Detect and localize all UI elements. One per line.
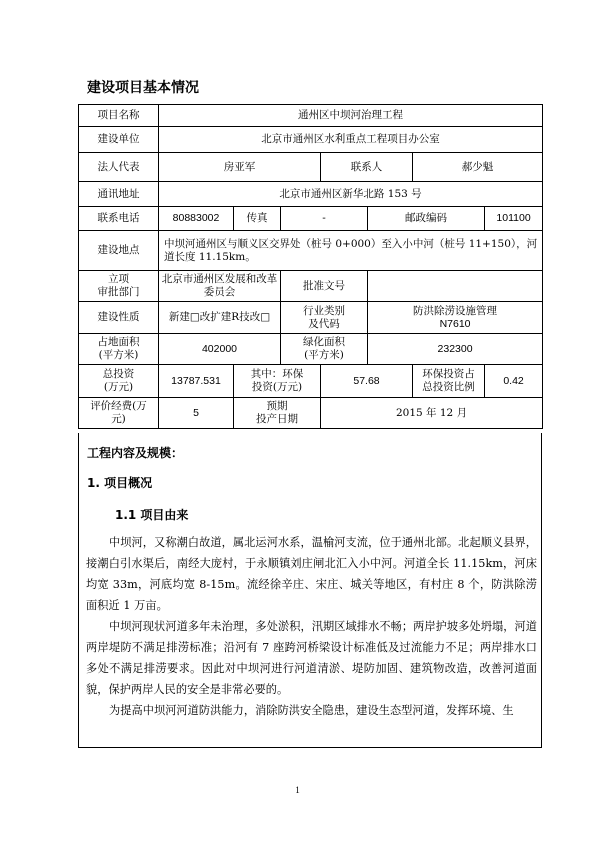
builder-value: 北京市通州区水利重点工程项目办公室	[159, 127, 543, 153]
green-value: 232300	[368, 334, 543, 365]
start-date-label	[234, 398, 321, 429]
invest-value: 13787.531	[159, 365, 234, 398]
review-fee-label	[79, 398, 159, 429]
address-value: 北京市通州区新华北路 153 号	[159, 182, 543, 207]
review-fee-label-line2: 元)	[111, 413, 126, 425]
approval-no-value	[368, 271, 543, 302]
page-title: 建设项目基本情况	[87, 80, 199, 96]
approval-dept-label	[79, 271, 159, 302]
approval-dept-value: 北京市通州区发展和改革委员会	[159, 271, 281, 302]
green-label	[281, 334, 368, 365]
phone-value: 80883002	[159, 207, 234, 231]
table-row	[79, 153, 543, 182]
address-label: 通讯地址	[79, 182, 159, 207]
location-value: 中坝河通州区与顺义区交界处（桩号 0+000）至入小中河（桩号 11+150），河道长度 11.15km。	[159, 231, 543, 271]
industry-label-line1: 行业类别	[303, 304, 345, 317]
start-date-value: 2015 年 12 月	[321, 398, 543, 429]
page-number: 1	[295, 785, 300, 795]
legal-rep-label: 法人代表	[79, 153, 159, 182]
env-ratio-label-line1: 环保投资占	[422, 368, 475, 380]
green-label-line2: (平方米)	[304, 349, 344, 361]
paragraph: 为提高中坝河河道防洪能力，消除防洪安全隐患，建设生态型河道，发挥环境、生	[109, 704, 514, 717]
approval-dept-label-line2: 审批部门	[97, 286, 140, 298]
review-fee-value: 5	[159, 398, 234, 429]
contact-value: 郝少魁	[413, 153, 543, 182]
env-ratio-label-line2: 总投资比例	[422, 381, 475, 393]
paragraph: 中坝河现状河道多年未治理，多处淤积，汛期区域排水不畅；两岸护坡多处坍塌，河道两岸堤防不满足排涝标准；沿河有 7 座跨河桥梁设计标准低及过流能力不足；两岸排水口多处不满足排涝要求。因此对中坝河进行河道清淤、堤防加固、建筑物改造，改善河道面貌，保护两岸人民的安全是非常必要的。	[86, 620, 537, 696]
approval-no-label: 批准文号	[281, 271, 368, 302]
body-text	[86, 532, 537, 721]
builder-label: 建设单位	[79, 127, 159, 153]
industry-label-line2: 及代码	[308, 317, 340, 330]
approval-dept-label-line1: 立项	[108, 273, 129, 285]
review-fee-label-line1: 评价经费(万	[90, 400, 147, 412]
table-row	[79, 182, 543, 207]
postcode-value: 101100	[485, 207, 543, 231]
table-row	[79, 398, 543, 429]
heading-project-origin: 1.1 项目由来	[115, 508, 189, 522]
env-ratio-label	[413, 365, 485, 398]
fax-label: 传真	[234, 207, 281, 231]
legal-rep-value: 房亚军	[159, 153, 321, 182]
env-invest-label-line2: 投资(万元)	[251, 381, 303, 393]
fax-value: -	[281, 207, 368, 231]
content-section	[78, 433, 542, 748]
invest-label-line1: 总投资	[102, 368, 135, 380]
section-title: 工程内容及规模：	[87, 446, 184, 460]
area-value: 402000	[159, 334, 281, 365]
table-row	[79, 271, 543, 302]
project-name-label: 项目名称	[79, 105, 159, 127]
industry-value	[368, 302, 543, 334]
table-row	[79, 105, 543, 127]
industry-value-line2: N7610	[439, 317, 471, 330]
env-invest-label	[234, 365, 321, 398]
table-row	[79, 207, 543, 231]
heading-project-overview: 1. 项目概况	[87, 476, 153, 490]
industry-value-line1: 防洪除涝设施管理	[413, 304, 498, 317]
nature-value: 新建□改扩建R技改□	[159, 302, 281, 334]
industry-label	[281, 302, 368, 334]
location-label: 建设地点	[79, 231, 159, 271]
paragraph: 中坝河，又称潮白故道，属北运河水系，温榆河支流，位于通州北部。北起顺义县界，接潮白引水渠后，南经大庞村，于永顺镇刘庄闸北汇入小中河。河道全长 11.15km，河床均宽 33m，河底均宽 8-15m。流经徐辛庄、宋庄、城关等地区，有村庄 8 个，防洪除涝面积近 1 万亩。	[86, 536, 537, 612]
table-row	[79, 302, 543, 334]
green-label-line1: 绿化面积	[303, 336, 345, 348]
table-row	[79, 365, 543, 398]
invest-label-line2: (万元)	[103, 381, 134, 393]
phone-label: 联系电话	[79, 207, 159, 231]
start-date-label-line2: 投产日期	[256, 413, 298, 425]
postcode-label: 邮政编码	[368, 207, 485, 231]
contact-label: 联系人	[321, 153, 413, 182]
area-label-line2: (平方米)	[98, 349, 139, 361]
table-row	[79, 334, 543, 365]
nature-label: 建设性质	[79, 302, 159, 334]
project-info-table	[78, 104, 543, 429]
area-label	[79, 334, 159, 365]
start-date-label-line1: 预期	[266, 400, 288, 412]
env-ratio-value: 0.42	[485, 365, 543, 398]
env-invest-value: 57.68	[321, 365, 413, 398]
table-row	[79, 127, 543, 153]
area-label-line1: 占地面积	[97, 336, 140, 348]
project-name-value: 通州区中坝河治理工程	[159, 105, 543, 127]
table-row	[79, 231, 543, 271]
env-invest-label-line1: 其中：环保	[250, 368, 304, 380]
invest-label	[79, 365, 159, 398]
